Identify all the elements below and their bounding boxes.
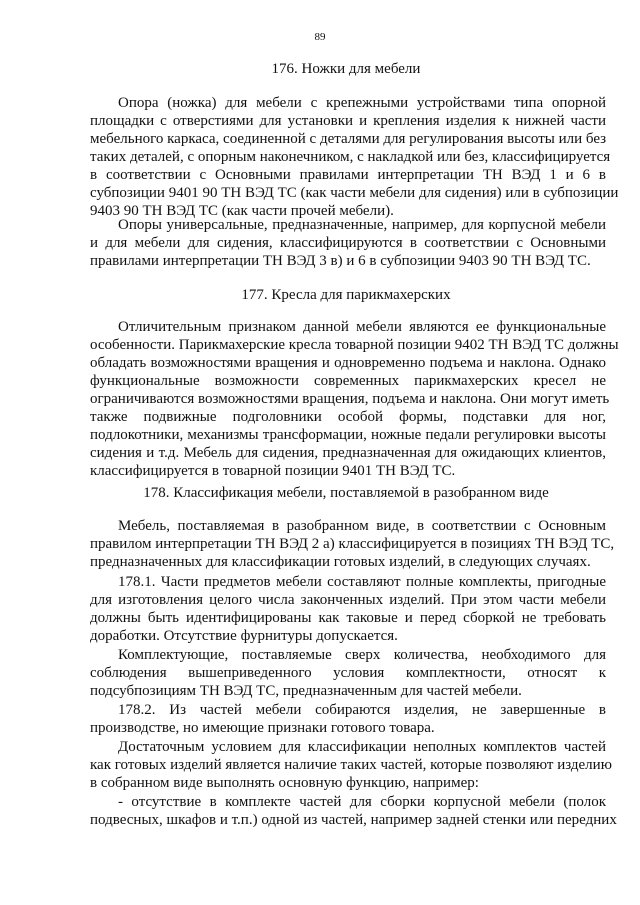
text-line: и для мебели для сидения, классифицируются в соответствии с Основными bbox=[90, 235, 606, 251]
section-178-paragraph-components bbox=[90, 646, 606, 700]
section-178-1-paragraph bbox=[90, 573, 606, 645]
text-line: Комплектующие, поставляемые сверх количества, необходимого для bbox=[118, 647, 606, 663]
text-line: предназначенных для классификации готовых изделий, в следующих случаях. bbox=[90, 554, 591, 570]
section-176-heading: 176. Ножки для мебели bbox=[271, 61, 421, 77]
text-line: правилом интерпретации ТН ВЭД 2 а) классифицируется в позициях ТН ВЭД ТС, bbox=[90, 536, 615, 552]
text-line: 178.2. Из частей мебели собираются изделия, не завершенные в bbox=[118, 702, 606, 718]
section-177-heading: 177. Кресла для парикмахерских bbox=[241, 287, 451, 303]
text-line: таких деталей, с опорным наконечником, с накладкой или без, классифицируется bbox=[90, 149, 611, 165]
text-line: Достаточным условием для классификации неполных комплектов частей bbox=[118, 739, 606, 755]
text-line: подвесных, шкафов и т.п.) одной из частей, например задней стенки или передних bbox=[90, 812, 617, 828]
text-line: - отсутствие в комплекте частей для сборки корпусной мебели (полок bbox=[118, 794, 606, 810]
text-line: также подвижные подголовники особой формы, подставки для ног, bbox=[90, 409, 606, 425]
text-line: площадки с отверстиями для установки и крепления изделия к нижней части bbox=[90, 113, 606, 129]
section-176-paragraph-2 bbox=[90, 216, 606, 270]
section-178-2-paragraph bbox=[90, 701, 606, 737]
text-line: сидения и т.д. Мебель для сидения, предназначенная для ожидающих клиентов, bbox=[90, 445, 606, 461]
text-line: обладать возможностями вращения и одновременно подъема и наклона. Однако bbox=[90, 355, 606, 371]
section-178-heading: 178. Классификация мебели, поставляемой в разобранном виде bbox=[143, 485, 549, 501]
page-number: 89 bbox=[314, 31, 326, 43]
section-178-paragraph-sufficient-condition bbox=[90, 738, 612, 792]
text-line: производстве, но имеющие признаки готового товара. bbox=[90, 720, 435, 736]
text-line: ограничиваются возможностями вращения, подъема и наклона. Они могут иметь bbox=[90, 391, 610, 407]
text-line: особенности. Парикмахерские кресла товарной позиции 9402 ТН ВЭД ТС должны bbox=[90, 337, 619, 353]
text-line: Опора (ножка) для мебели с крепежными устройствами типа опорной bbox=[118, 95, 606, 111]
section-178-paragraph-1 bbox=[90, 517, 615, 571]
text-line: подсубпозициям ТН ВЭД ТС, предназначенным для частей мебели. bbox=[90, 683, 522, 699]
text-line: в соответствии с Основными правилами интерпретации ТН ВЭД 1 и 6 в bbox=[90, 167, 606, 183]
text-line: Мебель, поставляемая в разобранном виде, в соответствии с Основным bbox=[118, 518, 606, 534]
text-line: правилами интерпретации ТН ВЭД 3 в) и 6 в субпозиции 9403 90 ТН ВЭД ТС. bbox=[90, 253, 591, 269]
text-line: классифицируется в товарной позиции 9401 ТН ВЭД ТС. bbox=[90, 463, 456, 479]
text-line: 9403 90 ТН ВЭД ТС (как части прочей мебели). bbox=[90, 203, 394, 219]
text-line: мебельного каркаса, соединенной с деталями для регулирования высоты или без bbox=[90, 131, 607, 147]
text-line: Опоры универсальные, предназначенные, например, для корпусной мебели bbox=[118, 217, 606, 233]
text-line: 178.1. Части предметов мебели составляют полные комплекты, пригодные bbox=[118, 574, 606, 590]
text-line: доработки. Отсутствие фурнитуры допускается. bbox=[90, 628, 398, 644]
text-line: в собранном виде выполнять основную функцию, например: bbox=[90, 775, 479, 791]
section-178-list-item bbox=[90, 793, 617, 829]
text-line: подлокотники, механизмы трансформации, ножные педали регулировки высоты bbox=[90, 427, 606, 443]
text-line: Отличительным признаком данной мебели являются ее функциональные bbox=[118, 319, 606, 335]
text-line: субпозиции 9401 90 ТН ВЭД ТС (как части мебели для сидения) или в субпозиции bbox=[90, 185, 619, 201]
text-line: функциональные возможности современных парикмахерских кресел не bbox=[90, 373, 606, 389]
text-line: соблюдения вышеприведенного условия комплектности, относят к bbox=[90, 665, 606, 681]
text-line: как готовых изделий является наличие таких частей, которые позволяют изделию bbox=[90, 757, 612, 773]
section-176-paragraph-1 bbox=[90, 94, 619, 220]
text-line: для изготовления целого числа законченных изделий. При этом части мебели bbox=[90, 592, 606, 608]
section-177-paragraph-1 bbox=[90, 318, 619, 480]
text-line: должны быть идентифицированы как таковые и перед сборкой не требовать bbox=[90, 610, 606, 626]
